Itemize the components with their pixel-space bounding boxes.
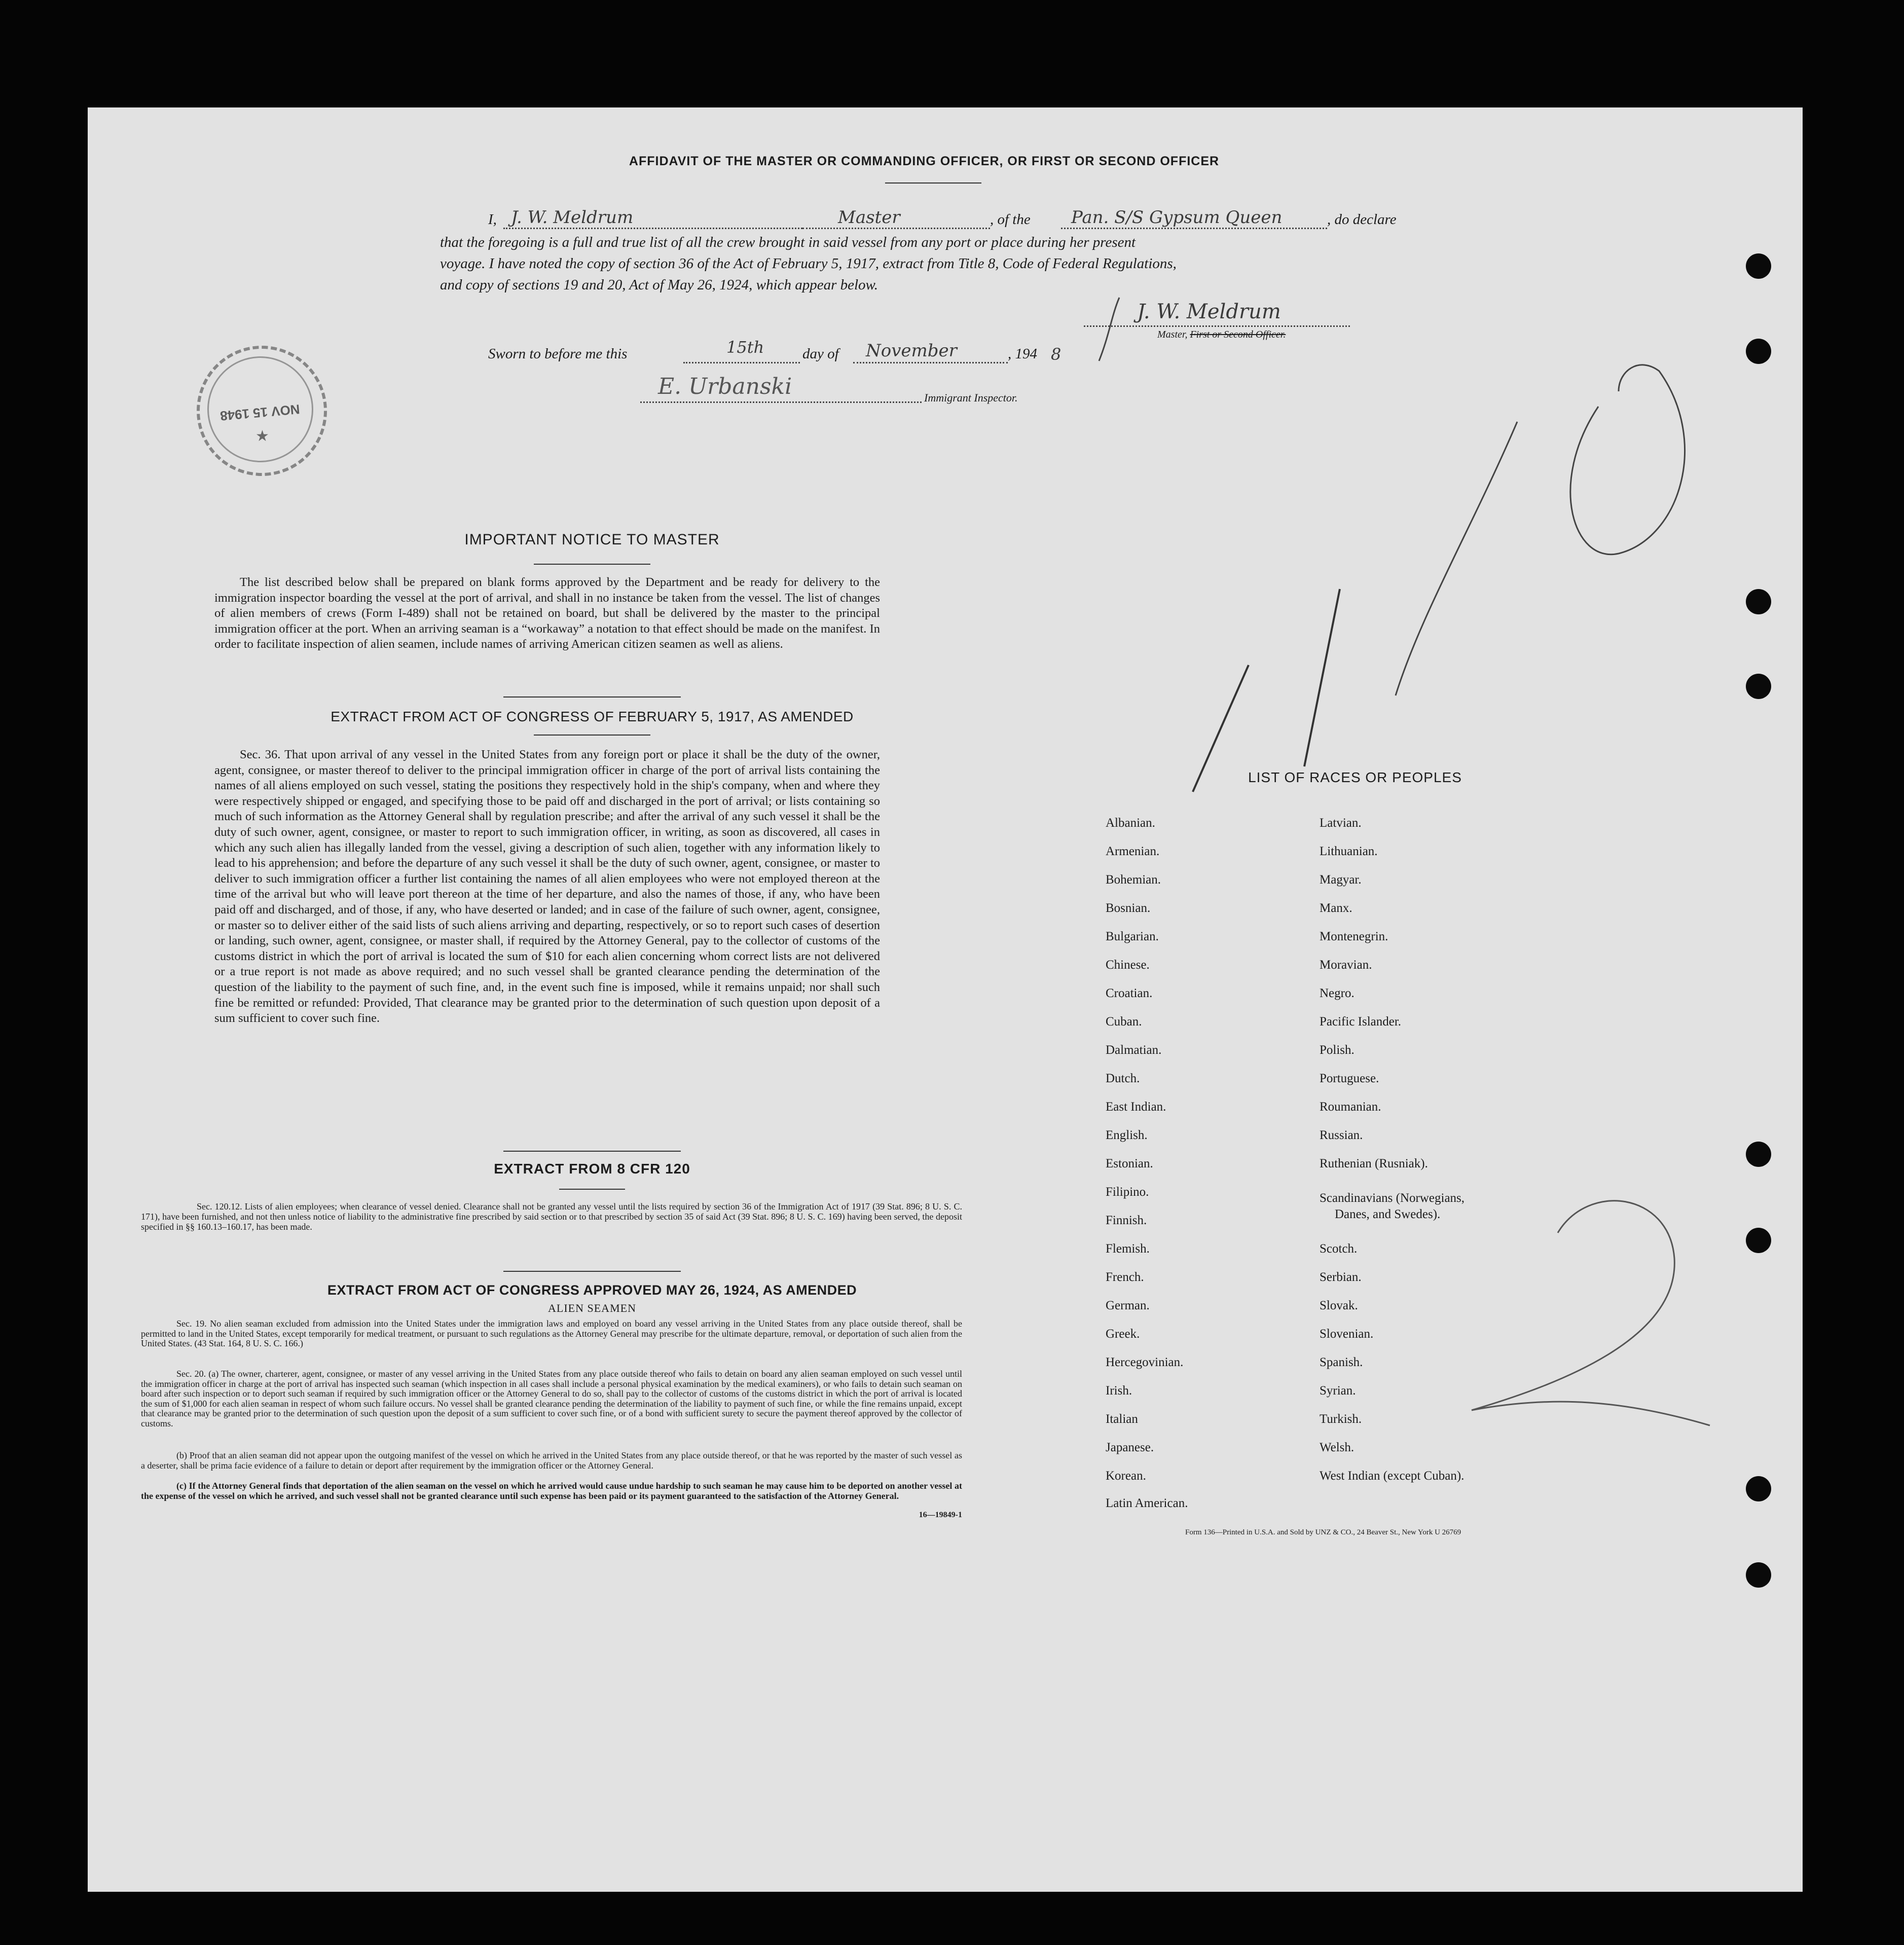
binder-hole [1746,1476,1771,1501]
sworn-day: 15th [726,338,764,357]
inspector-label: Immigrant Inspector. [924,391,1018,404]
race-item: Armenian. [1106,845,1160,858]
notice-body: The list described below shall be prepared on blank forms approved by the Department and be ready for delivery to the immigration inspector boarding the vessel at the port of arrival, and shall in no instance be taken from the vessel. The list of changes of alien members of crews (Form I-489) shall not be retained on board, but shall be delivered by the master to the principal immigration officer at the port. When an arriving seaman is a “workaway” a notation to that effect should be made on the manifest. In order to facilitate inspection of alien seamen, include names of arriving American citizen seamen as well as aliens. [214,575,880,651]
inspector-line [640,401,922,403]
race-item: German. [1106,1299,1150,1312]
race-item: Finnish. [1106,1214,1147,1227]
binder-hole [1746,1228,1771,1253]
binder-hole [1746,1142,1771,1167]
month-line [853,362,1008,363]
name-line [503,228,802,229]
race-item: Lithuanian. [1320,845,1378,858]
race-item: Italian [1106,1412,1138,1426]
race-item: Estonian. [1106,1157,1153,1170]
extract-1924-title: EXTRACT FROM ACT OF CONGRESS APPROVED MAY 26, 1924, AS AMENDED [327,1282,857,1298]
extract-1917-rule [534,735,650,736]
notice-rule [534,564,650,565]
race-item: Negro. [1320,986,1354,1000]
race-item: Portuguese. [1320,1072,1379,1085]
race-item: Montenegrin. [1320,930,1388,943]
master-label: Master, [1157,329,1188,340]
sworn-label: Sworn to before me this [488,346,628,362]
race-item: East Indian. [1106,1100,1166,1114]
sec20a-body: Sec. 20. (a) The owner, charterer, agent, consignee, or master of any vessel arriving in the United States from any place outside thereof who fails to detain on board any alien seaman employed on such vessel until the immigration officer in charge at the port of arrival has inspected such seaman (which inspection in all cases shall include a personal physical examination by the medical examiners), or who fails to detain such seaman on board after such inspection or to deport such seaman if required by such immigration officer or the Attorney General to do so, shall pay to the collector of customs of the customs district in which the port of arrival is located the sum of $1,000 for each alien seaman in respect of whom such failure occurs. No vessel shall be granted clearance pending the determination of the liability to payment of such fine, or while the fine remains unpaid, except that clearance may be granted prior to the determination of such question upon the deposit of a sum sufficient to cover such fine, or of a bond with sufficient surety to secure the payment thereof approved by the collector of customs. [141,1369,962,1428]
race-item: Greek. [1106,1327,1140,1341]
race-item: Manx. [1320,901,1352,915]
race-item: Dalmatian. [1106,1043,1162,1057]
race-item: Scandinavians (Norwegians, [1320,1191,1465,1205]
vessel-name: Pan. S/S Gypsum Queen [1071,207,1283,228]
races-title: LIST OF RACES OR PEOPLES [1248,769,1462,785]
affidavit-line-2: that the foregoing is a full and true list of all the crew brought in said vessel from any port or place during her present [440,234,1136,250]
race-item: Danes, and Swedes). [1335,1207,1441,1221]
rank-line [802,228,990,229]
race-item: Croatian. [1106,986,1153,1000]
affidavit-heading: AFFIDAVIT OF THE MASTER OR COMMANDING OFFICER, OR FIRST OR SECOND OFFICER [629,154,1220,168]
race-item: Magyar. [1320,873,1362,887]
vessel-line [1061,228,1327,229]
handwritten-mark-two [1456,1172,1720,1436]
master-signature: J. W. Meldrum [1137,300,1281,323]
race-item: Turkish. [1320,1412,1362,1426]
race-item: Dutch. [1106,1072,1140,1085]
year-prefix: , 194 [1008,346,1037,362]
race-item: Roumanian. [1320,1100,1381,1114]
race-item: Russian. [1320,1128,1363,1142]
extract-1917-title: EXTRACT FROM ACT OF CONGRESS OF FEBRUARY 5, 1917, AS AMENDED [331,709,854,724]
race-item: Polish. [1320,1043,1354,1057]
cfr-rule [559,1189,625,1190]
sworn-year: 8 [1051,345,1061,364]
of-the-label: , of the [990,211,1031,228]
printer-imprint: Form 136—Printed in U.S.A. and Sold by UNZ & CO., 24 Beaver St., New York U 26769 [1185,1528,1461,1536]
i-label: I, [488,211,497,228]
extract-1917-end-rule [503,1151,681,1152]
race-item: Pacific Islander. [1320,1015,1402,1029]
race-item: Bosnian. [1106,901,1151,915]
race-item: Korean. [1106,1469,1146,1483]
race-item: Slovenian. [1320,1327,1374,1341]
race-item: Bohemian. [1106,873,1161,887]
race-item: Hercegovinian. [1106,1355,1184,1369]
race-item: Serbian. [1320,1270,1362,1284]
race-item: Flemish. [1106,1242,1150,1256]
notice-title: IMPORTANT NOTICE TO MASTER [464,531,720,548]
signature-caption [1157,329,1286,341]
inspector-signature: E. Urbanski [658,374,792,399]
sec20c-body: (c) If the Attorney General finds that deportation of the alien seaman on the vessel on which he arrived would cause undue hardship to such seaman he may cause him to be deported on another vessel at the expense of the vessel on which he arrived, and such vessel shall not be granted clearance until such expense has been paid or its payment guaranteed to the satisfaction of the Attorney General. [141,1481,962,1501]
cfr-end-rule [503,1271,681,1272]
race-item: West Indian (except Cuban). [1320,1469,1464,1483]
race-item: Latin American. [1106,1496,1188,1510]
rank: Master [838,207,900,228]
binder-hole [1746,253,1771,279]
binder-hole [1746,1562,1771,1588]
race-item: Cuban. [1106,1015,1142,1029]
struck-label: First or Second Officer. [1190,329,1286,340]
race-item: Bulgarian. [1106,930,1159,943]
stamp-date: NOV 15 1948 [219,401,301,424]
extract-1924-subtitle: ALIEN SEAMEN [548,1302,636,1314]
affidavit-line-3: voyage. I have noted the copy of section 36 of the Act of February 5, 1917, extract from Title 8, Code of Federal Regulations, [440,255,1177,272]
sworn-line [488,338,1122,366]
sec20b-body: (b) Proof that an alien seaman did not appear upon the outgoing manifest of the vessel on which he arrived in the United States from any place outside thereof, or that he was reported by the master of such vessel as a deserter, shall be prima facie evidence of a failure to detain or deport after requirement by the immigration officer or the Attorney General. [141,1450,962,1471]
race-item: Chinese. [1106,958,1150,972]
race-item: Syrian. [1320,1384,1356,1398]
day-of-label: day of [802,346,839,362]
race-item: Albanian. [1106,816,1155,830]
handwritten-mark-top [1152,351,1750,797]
affidavit-line-1 [488,207,1527,232]
day-line [683,362,800,363]
master-name: J. W. Meldrum [511,207,634,228]
race-item: Japanese. [1106,1441,1154,1454]
affidavit-line-4: and copy of sections 19 and 20, Act of May 26, 1924, which appear below. [440,277,878,293]
race-item: Spanish. [1320,1355,1363,1369]
race-item: Welsh. [1320,1441,1354,1454]
sec19-body: Sec. 19. No alien seaman excluded from admission into the United States under the immigration laws and employed on board any vessel arriving in the United States from any place outside thereof, shall be permitted to land in the United States, except temporarily for medical treatment, or pursuant to such regulations as the Attorney General may prescribe for the ultimate departure, removal, or deportation of such alien from the United States. (43 Stat. 164, 8 U. S. C. 166.) [141,1318,962,1348]
stamp-star: ★ [255,428,269,445]
race-item: Scotch. [1320,1242,1358,1256]
notice-end-rule [503,696,681,698]
race-item: Moravian. [1320,958,1372,972]
cfr-title: EXTRACT FROM 8 CFR 120 [494,1161,690,1177]
race-item: Filipino. [1106,1185,1149,1199]
race-item: Slovak. [1320,1299,1358,1312]
race-item: Ruthenian (Rusniak). [1320,1157,1428,1170]
race-item: French. [1106,1270,1144,1284]
race-item: English. [1106,1128,1148,1142]
extract-1917-body: Sec. 36. That upon arrival of any vessel in the United States from any foreign port or place it shall be the duty of the owner, agent, consignee, or master thereof to deliver to the principal immigration officer in charge of the port of arrival lists containing the names of all aliens employed on such vessel, stating the positions they respectively hold in the ship's company, when and where they were respectively shipped or engaged, and specifying those to be paid off and discharged in the port of arrival; or lists containing so much of such information as the Attorney General shall by regulation prescribe; and after the arrival of any such vessel it shall be the duty of such owner, agent, consignee, or master to report to such immigration officer, in writing, as soon as discovered, all cases in which any such alien has illegally landed from the vessel, giving a description of such alien, together with any information likely to lead to his apprehension; and before the departure of any such vessel it shall be the duty of such owner, agent, consignee, or master to deliver to such immigration officer a further list containing the names of all alien employees who were not employed thereon at the time of the arrival but who will leave port thereon at the time of her departure, and also the names of those, if any, who have been paid off and discharged, and of those, if any, who have deserted or landed; and in case of the failure of such owner, agent, consignee, or master so to deliver either of the said lists of such aliens arriving and departing, respectively, or so to report such cases of desertion or landing, such owner, agent, consignee, or master shall, if required by the Attorney General, pay to the collector of customs of the customs district in which the port of arrival is located the sum of $10 for each alien concerning whom correct lists are not delivered or a true report is not made as above required; and no such vessel shall be granted clearance pending the determination of the question of the liability to the payment of such fine, and, in the event such fine is imposed, while it remains unpaid; nor shall such fine be remitted or refunded: Provided, That clearance may be granted prior to the determination of such question upon deposit of a sum sufficient to cover such fine. [214,748,880,1025]
inspection-stamp [197,346,327,476]
heading-rule [885,182,981,184]
declare-label: , do declare [1327,211,1397,228]
race-item: Latvian. [1320,816,1362,830]
form-code: 16—19849-1 [919,1511,962,1519]
cfr-body: Sec. 120.12. Lists of alien employees; when clearance of vessel denied. Clearance shall not be granted any vessel until the lists required by section 36 of the Immigration Act of 1917 (39 Stat. 896; 8 U. S. C. 171), have been furnished, and not then unless notice of liability to the administrative fine prescribed by said section or to that prescribed by section 35 of said Act (39 Stat. 896; 8 U. S. C. 169) having been served, the deposit specified in §§ 160.13–160.17, has been made. [141,1201,962,1232]
manifest-page [88,107,1803,1892]
race-item: Irish. [1106,1384,1132,1398]
sworn-month: November [866,341,957,361]
